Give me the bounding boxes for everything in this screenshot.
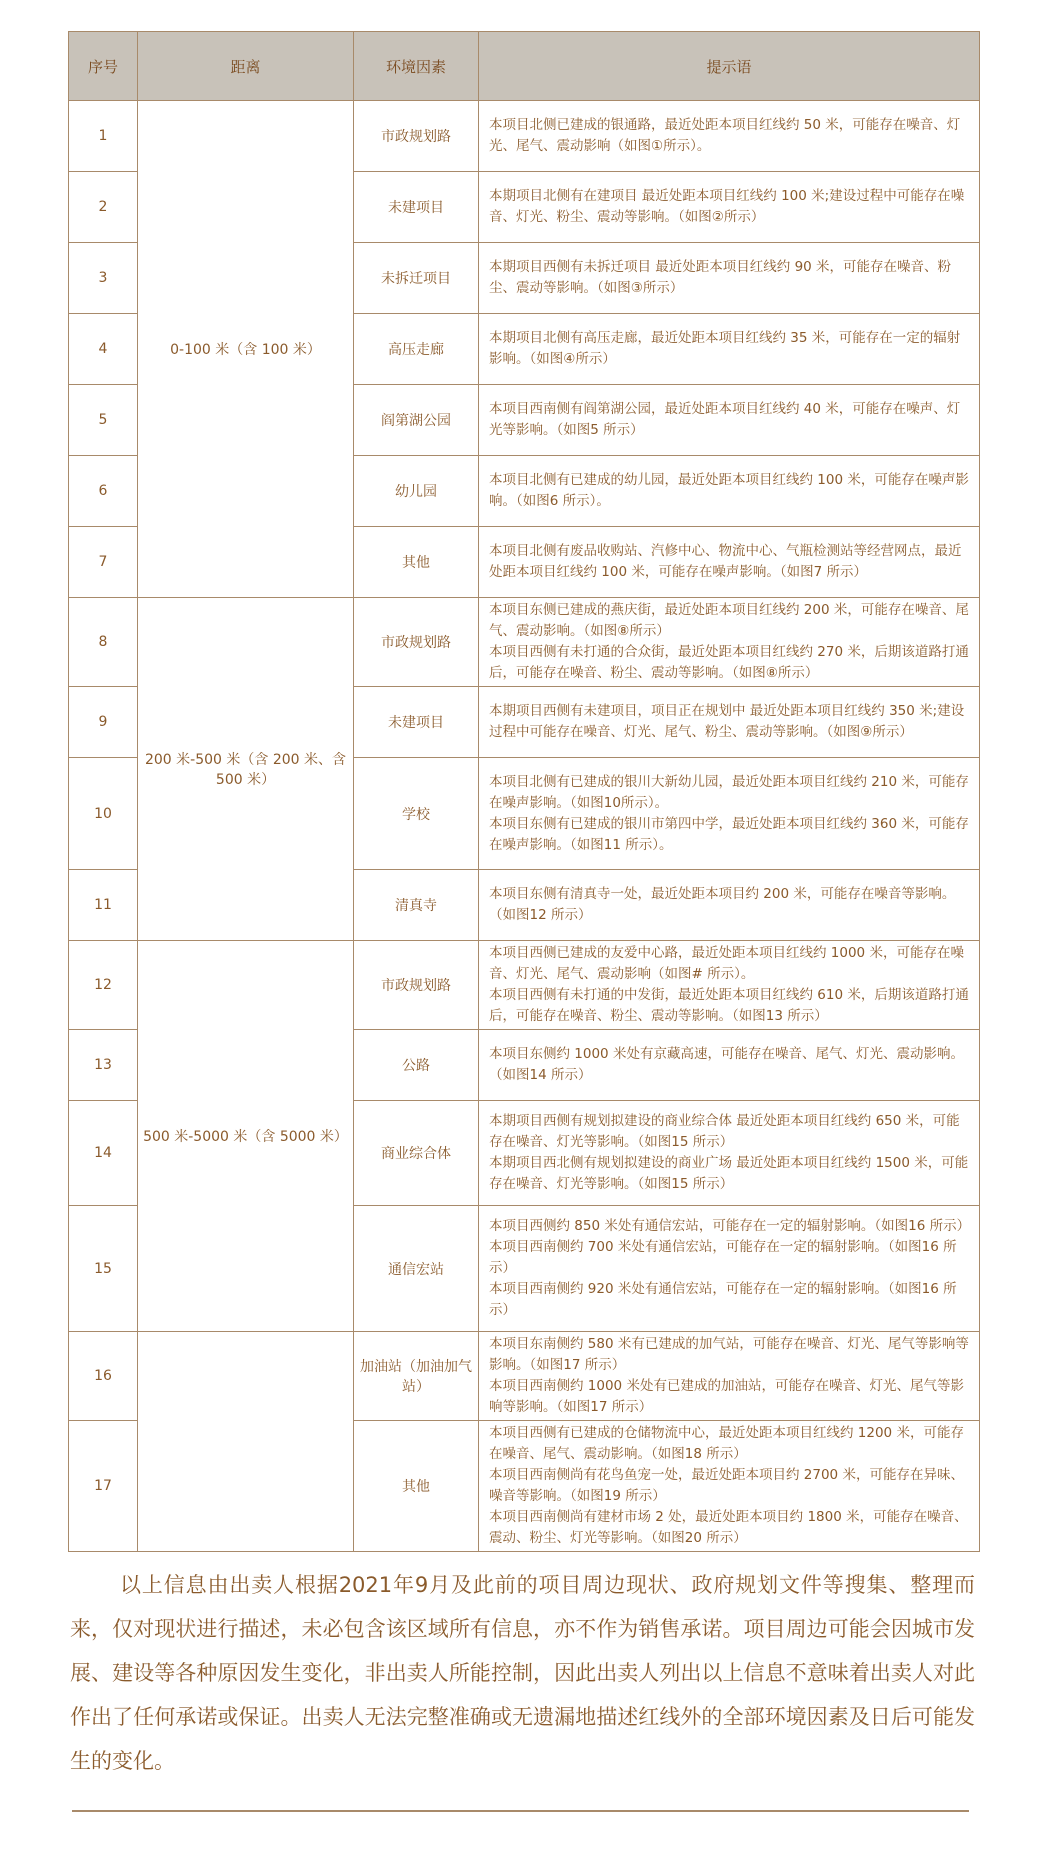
tip-text: 本项目西南侧有阎第湖公园，最近处距本项目红线约 40 米，可能存在噪声、灯光等影响。（如图5 所示） bbox=[489, 401, 961, 438]
tip-cell bbox=[479, 101, 980, 172]
factor-cell: 公路 bbox=[354, 1030, 479, 1101]
factor-cell: 学校 bbox=[354, 758, 479, 870]
tip-text: 本项目东侧约 1000 米处有京藏高速，可能存在噪音、尾气、灯光、震动影响。（如图14 所示） bbox=[489, 1046, 964, 1083]
distance-cell: 200 米-500 米（含 200 米、含 500 米） bbox=[138, 598, 354, 941]
bottom-divider bbox=[72, 1810, 969, 1812]
row-index: 12 bbox=[69, 941, 138, 1030]
tip-text: 本项目北侧已建成的银通路，最近处距本项目红线约 50 米，可能存在噪音、灯光、尾气、震动影响（如图①所示）。 bbox=[489, 117, 961, 154]
tip-cell bbox=[479, 172, 980, 243]
tip-text: 本项目西南侧约 1000 米处有已建成的加油站，可能存在噪音、灯光、尾气等影响等影响。（如图17 所示） bbox=[489, 1378, 964, 1415]
factor-cell: 未拆迁项目 bbox=[354, 243, 479, 314]
row-index: 16 bbox=[69, 1332, 138, 1421]
tip-text: 本项目西侧已建成的友爱中心路，最近处距本项目红线约 1000 米，可能存在噪音、灯光、尾气、震动影响（如图# 所示）。 bbox=[489, 945, 964, 982]
tip-text: 本项目西南侧尚有建材市场 2 处，最近处距本项目约 1800 米，可能存在噪音、震动、粉尘、灯光等影响。（如图20 所示） bbox=[489, 1509, 968, 1546]
table-row bbox=[69, 101, 980, 172]
row-index: 13 bbox=[69, 1030, 138, 1101]
tip-text: 本项目北侧有废品收购站、汽修中心、物流中心、气瓶检测站等经营网点，最近处距本项目红线约 100 米，可能存在噪声影响。（如图7 所示） bbox=[489, 543, 962, 580]
tip-cell bbox=[479, 1421, 980, 1552]
tip-cell bbox=[479, 385, 980, 456]
row-index: 1 bbox=[69, 101, 138, 172]
factor-cell: 加油站（加油加气站） bbox=[354, 1332, 479, 1421]
row-index: 3 bbox=[69, 243, 138, 314]
tip-text: 本项目西侧约 850 米处有通信宏站，可能存在一定的辐射影响。（如图16 所示） bbox=[489, 1218, 971, 1234]
tip-cell bbox=[479, 870, 980, 941]
tip-cell bbox=[479, 314, 980, 385]
factor-cell: 商业综合体 bbox=[354, 1101, 479, 1206]
tip-text: 本期项目北侧有在建项目 最近处距本项目红线约 100 米;建设过程中可能存在噪音、灯光、粉尘、震动等影响。（如图②所示） bbox=[489, 188, 965, 225]
row-index: 11 bbox=[69, 870, 138, 941]
tip-cell bbox=[479, 527, 980, 598]
tip-text: 本项目西南侧约 700 米处有通信宏站，可能存在一定的辐射影响。（如图16 所示） bbox=[489, 1239, 957, 1276]
header-factor: 环境因素 bbox=[354, 32, 479, 101]
tip-cell bbox=[479, 1101, 980, 1206]
row-index: 7 bbox=[69, 527, 138, 598]
row-index: 9 bbox=[69, 687, 138, 758]
table-row bbox=[69, 941, 980, 1030]
tip-cell bbox=[479, 687, 980, 758]
distance-cell: 0-100 米（含 100 米） bbox=[138, 101, 354, 598]
factor-cell: 未建项目 bbox=[354, 687, 479, 758]
header-tip: 提示语 bbox=[479, 32, 980, 101]
disclaimer-paragraph: 以上信息由出卖人根据2021年9月及此前的项目周边现状、政府规划文件等搜集、整理而来，仅对现状进行描述，未必包含该区域所有信息，亦不作为销售承诺。项目周边可能会因城市发展、建设等各种原因发生变化，非出卖人所能控制，因此出卖人列出以上信息不意味着出卖人对此作出了任何承诺或保证。出卖人无法完整准确或无遗漏地描述红线外的全部环境因素及日后可能发生的变化。 bbox=[70, 1573, 975, 1773]
table-header-row bbox=[69, 32, 980, 101]
tip-text: 本项目西侧有未打通的合众街，最近处距本项目红线约 270 米，后期该道路打通后，可能存在噪音、粉尘、震动等影响。（如图⑧所示） bbox=[489, 644, 969, 681]
tip-text: 本期项目西北侧有规划拟建设的商业广场 最近处距本项目红线约 1500 米，可能存在噪音、灯光等影响。（如图15 所示） bbox=[489, 1155, 969, 1192]
factor-cell: 阎第湖公园 bbox=[354, 385, 479, 456]
factor-cell: 其他 bbox=[354, 527, 479, 598]
tip-cell bbox=[479, 758, 980, 870]
row-index: 10 bbox=[69, 758, 138, 870]
tip-text: 本项目东侧有清真寺一处，最近处距本项目约 200 米，可能存在噪音等影响。（如图12 所示） bbox=[489, 886, 956, 923]
tip-cell bbox=[479, 1206, 980, 1332]
row-index: 8 bbox=[69, 598, 138, 687]
tip-text: 本期项目北侧有高压走廊，最近处距本项目红线约 35 米，可能存在一定的辐射影响。（如图④所示） bbox=[489, 330, 961, 367]
factor-cell: 其他 bbox=[354, 1421, 479, 1552]
row-index: 2 bbox=[69, 172, 138, 243]
tip-cell bbox=[479, 1030, 980, 1101]
tip-text: 本项目西侧有已建成的仓储物流中心，最近处距本项目红线约 1200 米，可能存在噪音、尾气、震动影响。（如图18 所示） bbox=[489, 1425, 964, 1462]
factor-cell: 高压走廊 bbox=[354, 314, 479, 385]
row-index: 4 bbox=[69, 314, 138, 385]
tip-text: 本期项目西侧有未拆迁项目 最近处距本项目红线约 90 米，可能存在噪音、粉尘、震动等影响。（如图③所示） bbox=[489, 259, 952, 296]
header-distance: 距离 bbox=[138, 32, 354, 101]
row-index: 15 bbox=[69, 1206, 138, 1332]
tip-cell bbox=[479, 598, 980, 687]
environment-factors-table bbox=[68, 31, 980, 1552]
tip-text: 本项目北侧有已建成的银川大新幼儿园，最近处距本项目红线约 210 米，可能存在噪声影响。（如图10所示）。 bbox=[489, 773, 969, 811]
factor-cell: 幼儿园 bbox=[354, 456, 479, 527]
table-row bbox=[69, 1332, 980, 1421]
distance-cell bbox=[138, 1332, 354, 1552]
row-index: 14 bbox=[69, 1101, 138, 1206]
row-index: 5 bbox=[69, 385, 138, 456]
tip-text: 本期项目西侧有规划拟建设的商业综合体 最近处距本项目红线约 650 米，可能存在噪音、灯光等影响。（如图15 所示） bbox=[489, 1113, 960, 1150]
factor-cell: 市政规划路 bbox=[354, 101, 479, 172]
table-row bbox=[69, 598, 980, 687]
tip-text: 本项目西南侧尚有花鸟鱼宠一处，最近处距本项目约 2700 米，可能存在异味、噪音等影响。（如图19 所示） bbox=[489, 1467, 964, 1504]
tip-text: 本项目西侧有未打通的中发街，最近处距本项目红线约 610 米，后期该道路打通后，可能存在噪音、粉尘、震动等影响。（如图13 所示） bbox=[489, 987, 969, 1024]
tip-text: 本项目东南侧约 580 米有已建成的加气站，可能存在噪音、灯光、尾气等影响等影响。（如图17 所示） bbox=[489, 1336, 969, 1373]
tip-cell bbox=[479, 1332, 980, 1421]
tip-text: 本期项目西侧有未建项目，项目正在规划中 最近处距本项目红线约 350 米;建设过程中可能存在噪音、灯光、尾气、粉尘、震动等影响。（如图⑨所示） bbox=[489, 703, 965, 740]
tip-text: 本项目西南侧约 920 米处有通信宏站，可能存在一定的辐射影响。（如图16 所示） bbox=[489, 1281, 957, 1318]
row-index: 6 bbox=[69, 456, 138, 527]
factor-cell: 市政规划路 bbox=[354, 598, 479, 687]
tip-text: 本项目东侧有已建成的银川市第四中学，最近处距本项目红线约 360 米，可能存在噪声影响。（如图11 所示）。 bbox=[489, 815, 969, 853]
factor-cell: 通信宏站 bbox=[354, 1206, 479, 1332]
tip-cell bbox=[479, 243, 980, 314]
tip-text: 本项目东侧已建成的燕庆街，最近处距本项目红线约 200 米，可能存在噪音、尾气、震动影响。（如图⑧所示） bbox=[489, 602, 969, 639]
factor-cell: 市政规划路 bbox=[354, 941, 479, 1030]
distance-cell: 500 米-5000 米（含 5000 米） bbox=[138, 941, 354, 1332]
tip-text: 本项目北侧有已建成的幼儿园，最近处距本项目红线约 100 米，可能存在噪声影响。（如图6 所示）。 bbox=[489, 472, 969, 509]
row-index: 17 bbox=[69, 1421, 138, 1552]
factor-cell: 未建项目 bbox=[354, 172, 479, 243]
factor-cell: 清真寺 bbox=[354, 870, 479, 941]
tip-cell bbox=[479, 941, 980, 1030]
header-index: 序号 bbox=[69, 32, 138, 101]
tip-cell bbox=[479, 456, 980, 527]
